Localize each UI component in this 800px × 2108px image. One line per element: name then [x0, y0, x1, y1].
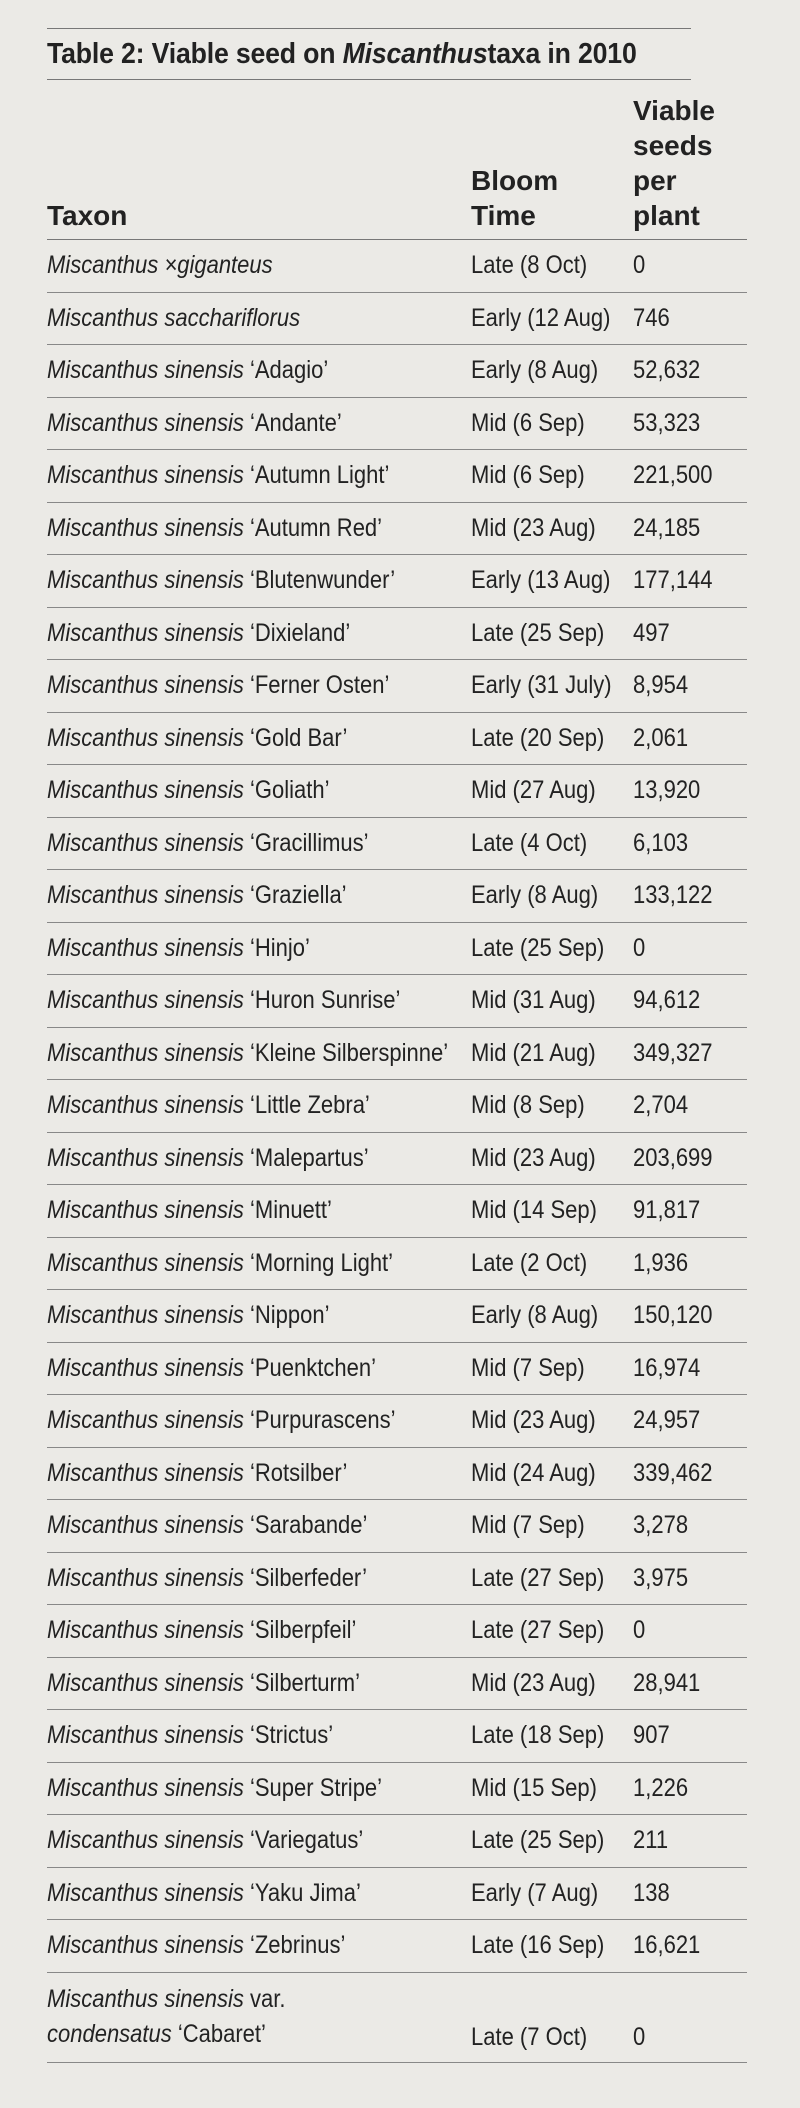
bloom-time-cell: Late (20 Sep): [471, 723, 605, 752]
taxon-cell: [47, 409, 471, 438]
taxon-genus: Miscanthus sinensis: [47, 566, 244, 595]
table-row: [47, 765, 747, 818]
table-row: [47, 1185, 747, 1238]
seeds-cell: 1,936: [633, 1248, 689, 1277]
seeds-cell: 2,704: [633, 1091, 689, 1120]
taxon-variety: condensatus: [47, 2019, 172, 2048]
seeds-cell: 24,185: [633, 513, 701, 542]
table-row: [47, 1815, 747, 1868]
table-row: [47, 1448, 747, 1501]
seeds-cell: 339,462: [633, 1458, 713, 1487]
taxon-cell: [47, 1511, 471, 1540]
taxon-cell: [47, 461, 471, 490]
table-row: [47, 975, 747, 1028]
seeds-cell: 3,278: [633, 1511, 689, 1540]
taxon-cultivar: ‘Kleine Silberspinne’: [243, 1038, 449, 1067]
taxon-genus: Miscanthus sinensis: [47, 986, 244, 1015]
table-row: [47, 293, 747, 346]
seeds-cell: 0: [633, 933, 646, 962]
bloom-time-cell: Mid (24 Aug): [471, 1458, 596, 1487]
taxon-cell: [47, 1144, 471, 1173]
taxon-genus: Miscanthus sinensis: [47, 1038, 244, 1067]
taxon-cultivar: ‘Gracillimus’: [243, 828, 369, 857]
table-row: [47, 345, 747, 398]
bloom-time-cell: Mid (23 Aug): [471, 1668, 596, 1697]
table-row: [47, 1868, 747, 1921]
taxon-cultivar: ‘Goliath’: [243, 776, 330, 805]
taxon-cultivar: ‘Variegatus’: [243, 1826, 364, 1855]
taxon-genus: Miscanthus sinensis: [47, 1826, 244, 1855]
taxon-cell: [47, 1669, 471, 1698]
taxon-cultivar: ‘Malepartus’: [243, 1143, 369, 1172]
taxon-cultivar: ‘Purpurascens’: [243, 1406, 396, 1435]
taxon-cultivar: ‘Hinjo’: [243, 933, 310, 962]
taxon-genus: Miscanthus sinensis: [47, 1984, 244, 2013]
table-row: [47, 398, 747, 451]
taxon-cell: [47, 356, 471, 385]
seeds-cell: 13,920: [633, 776, 701, 805]
taxon-genus: Miscanthus sinensis: [47, 1721, 244, 1750]
taxon-genus: Miscanthus sinensis: [47, 671, 244, 700]
title-prefix: Table 2: Viable seed on: [47, 37, 336, 70]
header-seeds-line2: seeds: [633, 130, 713, 161]
taxon-genus: Miscanthus sinensis: [47, 1458, 244, 1487]
taxon-genus: Miscanthus sinensis: [47, 1773, 244, 1802]
taxon-genus: Miscanthus sinensis: [47, 1668, 244, 1697]
taxon-cultivar: ‘Autumn Red’: [243, 513, 383, 542]
bloom-time-cell: Late (27 Sep): [471, 1563, 605, 1592]
bloom-time-cell: Late (7 Oct): [471, 2022, 588, 2051]
seeds-cell: 497: [633, 618, 670, 647]
seeds-cell: 907: [633, 1721, 670, 1750]
table-row: [47, 555, 747, 608]
taxon-cultivar: ‘Ferner Osten’: [243, 671, 390, 700]
taxon-cultivar: ‘Morning Light’: [243, 1248, 394, 1277]
bloom-time-cell: Mid (23 Aug): [471, 1143, 596, 1172]
taxon-cultivar: ‘Adagio’: [243, 356, 329, 385]
taxon-cultivar: ‘Zebrinus’: [243, 1931, 346, 1960]
table-row: [47, 1500, 747, 1553]
table-row: [47, 1080, 747, 1133]
taxon-cultivar: ‘Nippon’: [243, 1301, 330, 1330]
header-bloom-time: [471, 163, 633, 233]
taxon-cultivar: ‘Sarabande’: [243, 1511, 368, 1540]
taxon-genus: Miscanthus sinensis: [47, 513, 244, 542]
table-row: [47, 1395, 747, 1448]
taxon-cell: [47, 619, 471, 648]
bloom-time-cell: Early (8 Aug): [471, 1301, 599, 1330]
taxon-cultivar: ‘Silberfeder’: [243, 1563, 367, 1592]
seeds-cell: 0: [633, 2022, 646, 2051]
seeds-cell: 16,621: [633, 1931, 701, 1960]
table-row: [47, 713, 747, 766]
seeds-cell: 52,632: [633, 356, 701, 385]
title-suffix: taxa in 2010: [487, 37, 637, 70]
taxon-genus: Miscanthus sinensis: [47, 1196, 244, 1225]
seeds-cell: 150,120: [633, 1301, 713, 1330]
taxon-cultivar: ‘Dixieland’: [243, 618, 351, 647]
bloom-time-cell: Late (16 Sep): [471, 1931, 605, 1960]
taxon-cultivar: ‘Blutenwunder’: [243, 566, 396, 595]
taxon-genus: Miscanthus sinensis: [47, 1248, 244, 1277]
taxon-genus: Miscanthus sinensis: [47, 356, 244, 385]
bloom-time-cell: Mid (15 Sep): [471, 1773, 597, 1802]
taxon-cell: [47, 776, 471, 805]
seeds-cell: 3,975: [633, 1563, 689, 1592]
taxon-cultivar: ‘Silberpfeil’: [243, 1616, 357, 1645]
table-row: [47, 1710, 747, 1763]
table-row: [47, 450, 747, 503]
seeds-cell: 133,122: [633, 881, 713, 910]
taxon-cell: [47, 1826, 471, 1855]
seeds-cell: 203,699: [633, 1143, 713, 1172]
header-seeds-line4: plant: [633, 200, 700, 231]
taxon-cell: [47, 514, 471, 543]
taxon-genus: Miscanthus sinensis: [47, 1931, 244, 1960]
taxon-cell: [47, 1249, 471, 1278]
taxon-genus: Miscanthus sinensis: [47, 1616, 244, 1645]
seeds-cell: 221,500: [633, 461, 713, 490]
taxon-cultivar: ‘Little Zebra’: [243, 1091, 370, 1120]
taxon-genus: Miscanthus sinensis: [47, 408, 244, 437]
taxon-cultivar: ‘Super Stripe’: [243, 1773, 383, 1802]
table-row: [47, 923, 747, 976]
header-seeds-line3: per: [633, 165, 677, 196]
taxon-genus: Miscanthus sinensis: [47, 1878, 244, 1907]
seeds-cell: 0: [633, 1616, 646, 1645]
taxon-genus: Miscanthus sinensis: [47, 1143, 244, 1172]
bloom-time-cell: Mid (14 Sep): [471, 1196, 597, 1225]
bloom-time-cell: Late (18 Sep): [471, 1721, 605, 1750]
taxon-cultivar: ‘Cabaret’: [171, 2019, 266, 2048]
bloom-time-cell: Mid (27 Aug): [471, 776, 596, 805]
taxon-cultivar: ‘Huron Sunrise’: [243, 986, 401, 1015]
table-row: [47, 1605, 747, 1658]
bloom-time-cell: Early (8 Aug): [471, 356, 599, 385]
seeds-cell: 91,817: [633, 1196, 701, 1225]
table-row: [47, 818, 747, 871]
taxon-cultivar: ‘Rotsilber’: [243, 1458, 348, 1487]
taxon-cell: [47, 566, 471, 595]
taxon-cell: [47, 724, 471, 753]
bloom-time-cell: Mid (6 Sep): [471, 408, 585, 437]
taxon-cultivar: ‘Graziella’: [243, 881, 347, 910]
taxon-genus: Miscanthus sinensis: [47, 1511, 244, 1540]
table-row: [47, 1133, 747, 1186]
bloom-time-cell: Mid (21 Aug): [471, 1038, 596, 1067]
header-viable-seeds: [633, 93, 747, 233]
bloom-time-cell: Early (31 July): [471, 671, 612, 700]
table-title: [47, 28, 691, 80]
seeds-cell: 24,957: [633, 1406, 701, 1435]
taxon-cell: [47, 671, 471, 700]
table-row: [47, 870, 747, 923]
taxon-genus: Miscanthus sinensis: [47, 1301, 244, 1330]
taxon-genus: Miscanthus sinensis: [47, 1563, 244, 1592]
bloom-time-cell: Early (7 Aug): [471, 1878, 599, 1907]
seeds-cell: 138: [633, 1878, 670, 1907]
taxon-genus: Miscanthus sinensis: [47, 776, 244, 805]
table-row: [47, 1343, 747, 1396]
seeds-cell: 8,954: [633, 671, 689, 700]
seeds-cell: 0: [633, 251, 646, 280]
taxon-genus: Miscanthus sinensis: [47, 618, 244, 647]
table-header-row: [47, 80, 747, 240]
seeds-cell: 6,103: [633, 828, 689, 857]
taxon-cell: [47, 1721, 471, 1750]
table-row: [47, 1238, 747, 1291]
seeds-cell: 349,327: [633, 1038, 713, 1067]
seeds-cell: 2,061: [633, 723, 689, 752]
taxon-cell: [47, 1459, 471, 1488]
taxon-cell: [47, 1774, 471, 1803]
table-row: [47, 1028, 747, 1081]
header-bloom-line1: Bloom: [471, 165, 559, 196]
table-row: [47, 1920, 747, 1973]
bloom-time-cell: Late (2 Oct): [471, 1248, 588, 1277]
taxon-cell: [47, 1406, 471, 1435]
bloom-time-cell: Mid (7 Sep): [471, 1353, 585, 1382]
taxon-cell: [47, 1091, 471, 1120]
taxon-genus: Miscanthus ×giganteus: [47, 251, 273, 280]
bloom-time-cell: Late (25 Sep): [471, 1826, 605, 1855]
taxon-var: var.: [243, 1984, 286, 2013]
table-body: [47, 240, 747, 1973]
table-row: [47, 1973, 747, 2063]
bloom-time-cell: Early (13 Aug): [471, 566, 611, 595]
taxon-cultivar: ‘Silberturm’: [243, 1668, 361, 1697]
taxon-cell: [47, 1354, 471, 1383]
seeds-cell: 53,323: [633, 408, 701, 437]
header-bloom-line2: Time: [471, 200, 536, 231]
bloom-time-cell: Mid (31 Aug): [471, 986, 596, 1015]
bloom-time-cell: Mid (8 Sep): [471, 1091, 585, 1120]
seeds-cell: 94,612: [633, 986, 701, 1015]
taxon-genus: Miscanthus sinensis: [47, 1353, 244, 1382]
taxon-cell: [47, 934, 471, 963]
taxon-genus: Miscanthus sinensis: [47, 1406, 244, 1435]
taxon-cell: [47, 304, 471, 333]
taxon-genus: Miscanthus sacchariflorus: [47, 303, 301, 332]
seeds-cell: 28,941: [633, 1668, 701, 1697]
taxon-genus: Miscanthus sinensis: [47, 881, 244, 910]
taxon-genus: Miscanthus sinensis: [47, 461, 244, 490]
bloom-time-cell: Early (12 Aug): [471, 303, 611, 332]
taxon-cell: [47, 1616, 471, 1645]
taxon-cell: [47, 1982, 471, 2052]
taxon-cell: [47, 1196, 471, 1225]
taxon-genus: Miscanthus sinensis: [47, 1091, 244, 1120]
title-italic: Miscanthus: [342, 37, 488, 70]
table-row: [47, 660, 747, 713]
bloom-time-cell: Mid (6 Sep): [471, 461, 585, 490]
taxon-genus: Miscanthus sinensis: [47, 828, 244, 857]
taxon-cultivar: ‘Autumn Light’: [243, 461, 390, 490]
taxon-cell: [47, 986, 471, 1015]
table-row: [47, 608, 747, 661]
taxon-cell: [47, 251, 471, 280]
seeds-cell: 177,144: [633, 566, 713, 595]
bloom-time-cell: Mid (7 Sep): [471, 1511, 585, 1540]
taxon-cultivar: ‘Minuett’: [243, 1196, 332, 1225]
taxon-genus: Miscanthus sinensis: [47, 723, 244, 752]
bloom-time-cell: Late (25 Sep): [471, 618, 605, 647]
taxon-cell: [47, 829, 471, 858]
taxon-cell: [47, 1039, 471, 1068]
taxon-cultivar: ‘Gold Bar’: [243, 723, 348, 752]
seeds-cell: 16,974: [633, 1353, 701, 1382]
table-row: [47, 240, 747, 293]
table-row: [47, 1763, 747, 1816]
taxon-cell: [47, 1301, 471, 1330]
bloom-time-cell: Early (8 Aug): [471, 881, 599, 910]
taxon-cultivar: ‘Yaku Jima’: [243, 1878, 361, 1907]
table-row: [47, 1290, 747, 1343]
seeds-cell: 746: [633, 303, 670, 332]
header-taxon: Taxon: [47, 200, 128, 231]
seeds-cell: 211: [633, 1826, 669, 1855]
taxon-cultivar: ‘Andante’: [243, 408, 342, 437]
taxon-cell: [47, 1931, 471, 1960]
header-seeds-line1: Viable: [633, 95, 715, 126]
bloom-time-cell: Late (8 Oct): [471, 251, 588, 280]
bloom-time-cell: Late (4 Oct): [471, 828, 588, 857]
taxon-genus: Miscanthus sinensis: [47, 933, 244, 962]
bloom-time-cell: Late (25 Sep): [471, 933, 605, 962]
taxon-cultivar: ‘Strictus’: [243, 1721, 334, 1750]
table-row: [47, 1658, 747, 1711]
taxon-cultivar: ‘Puenktchen’: [243, 1353, 376, 1382]
bloom-time-cell: Late (27 Sep): [471, 1616, 605, 1645]
seeds-cell: 1,226: [633, 1773, 689, 1802]
table-row: [47, 1553, 747, 1606]
taxon-cell: [47, 1879, 471, 1908]
taxon-cell: [47, 1564, 471, 1593]
bloom-time-cell: Mid (23 Aug): [471, 1406, 596, 1435]
taxon-cell: [47, 881, 471, 910]
table-container: [47, 28, 747, 2063]
table-row: [47, 503, 747, 556]
bloom-time-cell: Mid (23 Aug): [471, 513, 596, 542]
